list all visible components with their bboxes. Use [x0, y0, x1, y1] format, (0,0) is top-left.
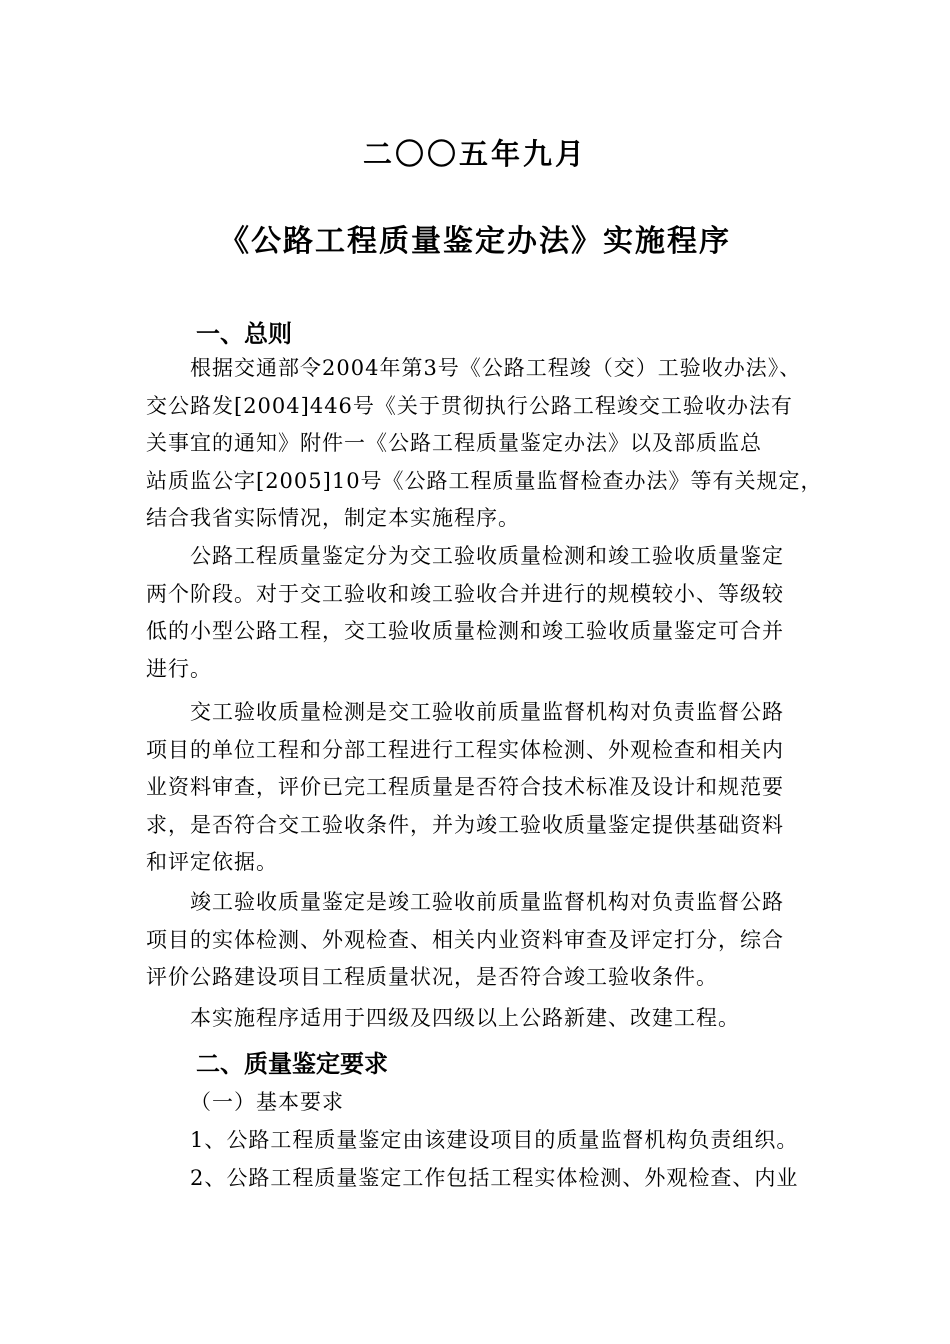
document-date: 二〇〇五年九月	[362, 137, 587, 171]
paragraph-line: 项目的单位工程和分部工程进行工程实体检测、外观检查和相关内	[146, 737, 784, 762]
paragraph-stages	[146, 538, 826, 688]
requirement-item: 2、公路工程质量鉴定工作包括工程实体检测、外观检查、内业	[190, 1166, 799, 1190]
paragraph-line: 竣工验收质量鉴定是竣工验收前质量监督机构对负责监督公路	[190, 890, 784, 914]
section-heading-general: 一、总则	[196, 320, 292, 348]
document-title: 《公路工程质量鉴定办法》实施程序	[219, 224, 731, 259]
paragraph-line: 业资料审查，评价已完工程质量是否符合技术标准及设计和规范要	[146, 775, 784, 800]
paragraph-line: 进行。	[146, 656, 212, 681]
section-heading-requirements: 二、质量鉴定要求	[196, 1050, 388, 1078]
paragraph-line: 和评定依据。	[146, 850, 278, 875]
subsection-heading-basic: （一）基本要求	[190, 1090, 344, 1114]
paragraph-line: 项目的实体检测、外观检查、相关内业资料审查及评定打分，综合	[146, 927, 784, 952]
paragraph-line: 根据交通部令2004年第3号《公路工程竣（交）工验收办法》、	[190, 356, 802, 380]
paragraph-line: 关事宜的通知》附件一《公路工程质量鉴定办法》以及部质监总	[146, 431, 762, 456]
paragraph-line: 交工验收质量检测是交工验收前质量监督机构对负责监督公路	[190, 700, 784, 724]
paragraph-line: 站质监公字[2005]10号《公路工程质量监督检查办法》等有关规定，	[146, 468, 823, 493]
paragraph-completion-appraisal	[146, 884, 826, 997]
paragraph-line: 公路工程质量鉴定分为交工验收质量检测和竣工验收质量鉴定	[190, 544, 784, 568]
paragraph-line: 评价公路建设项目工程质量状况，是否符合竣工验收条件。	[146, 965, 718, 990]
paragraph-line: 低的小型公路工程，交工验收质量检测和竣工验收质量鉴定可合并	[146, 619, 784, 644]
paragraph-line: 求，是否符合交工验收条件，并为竣工验收质量鉴定提供基础资料	[146, 812, 784, 837]
paragraph-scope	[146, 1000, 826, 1038]
requirement-item: 1、公路工程质量鉴定由该建设项目的质量监督机构负责组织。	[190, 1128, 799, 1152]
paragraph-line: 结合我省实际情况，制定本实施程序。	[146, 506, 520, 531]
paragraph-line: 交公路发[2004]446号《关于贯彻执行公路工程竣交工验收办法有	[146, 393, 793, 418]
paragraph-line: 本实施程序适用于四级及四级以上公路新建、改建工程。	[190, 1006, 740, 1030]
paragraph-basis	[146, 350, 826, 538]
paragraph-line: 两个阶段。对于交工验收和竣工验收合并进行的规模较小、等级较	[146, 581, 784, 606]
paragraph-handover-inspection	[146, 694, 826, 882]
